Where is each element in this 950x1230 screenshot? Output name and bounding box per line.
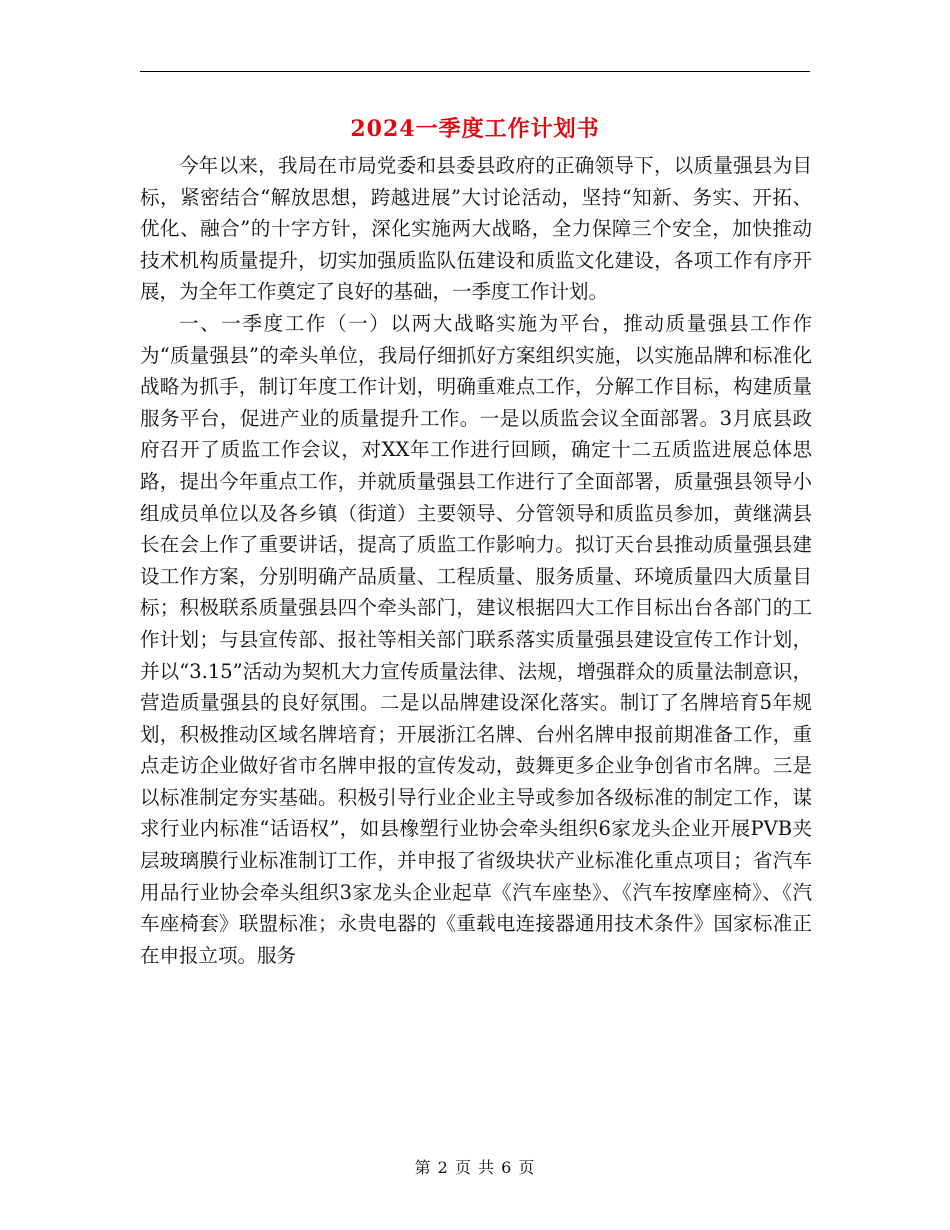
document-title: 2024一季度工作计划书 <box>350 116 600 142</box>
document-body <box>140 150 812 971</box>
paragraph-first-quarter-work: 一、一季度工作（一）以两大战略实施为平台，推动质量强县工作作为“质量强县”的牵头单位，我局仔细抓好方案组织实施，以实施品牌和标准化战略为抓手，制订年度工作计划，明确重难点工作，分解工作目标，构建质量服务平台，促进产业的质量提升工作。一是以质监会议全面部署。3月底县政府召开了质监工作会议，对XX年工作进行回顾，确定十二五质监进展总体思路，提出今年重点工作，并就质量强县工作进行了全面部署，质量强县领导小组成员单位以及各乡镇（街道）主要领导、分管领导和质监员参加，黄继满县长在会上作了重要讲话，提高了质监工作影响力。拟订天台县推动质量强县建设工作方案，分别明确产品质量、工程质量、服务质量、环境质量四大质量目标；积极联系质量强县四个牵头部门，建议根据四大工作目标出台各部门的工作计划；与县宣传部、报社等相关部门联系落实质量强县建设宣传工作计划，并以“3.15”活动为契机大力宣传质量法律、法规，增强群众的质量法制意识，营造质量强县的良好氛围。二是以品牌建设深化落实。制订了名牌培育5年规划，积极推动区域名牌培育；开展浙江名牌、台州名牌申报前期准备工作，重点走访企业做好省市名牌申报的宣传发动，鼓舞更多企业争创省市名牌。三是以标准制定夯实基础。积极引导行业企业主导或参加各级标准的制定工作，谋求行业内标准“话语权”，如县橡塑行业协会牵头组织6家龙头企业开展PVB夹层玻璃膜行业标准制订工作，并申报了省级块状产业标准化重点项目；省汽车用品行业协会牵头组织3家龙头企业起草《汽车座垫》、《汽车按摩座椅》、《汽车座椅套》联盟标准；永贵电器的《重载电连接器通用技术条件》国家标准正在申报立项。服务 <box>140 311 812 967</box>
header-rule <box>140 71 810 72</box>
page-number-footer: 第 2 页 共 6 页 <box>414 1158 536 1177</box>
paragraph-intro: 今年以来，我局在市局党委和县委县政府的正确领导下，以质量强县为目标，紧密结合“解放思想，跨越进展”大讨论活动，坚持“知新、务实、开拓、优化、融合”的十字方针，深化实施两大战略，全力保障三个安全，加快推动技术机构质量提升，切实加强质监队伍建设和质监文化建设，各项工作有序开展，为全年工作奠定了良好的基础，一季度工作计划。 <box>140 154 812 304</box>
